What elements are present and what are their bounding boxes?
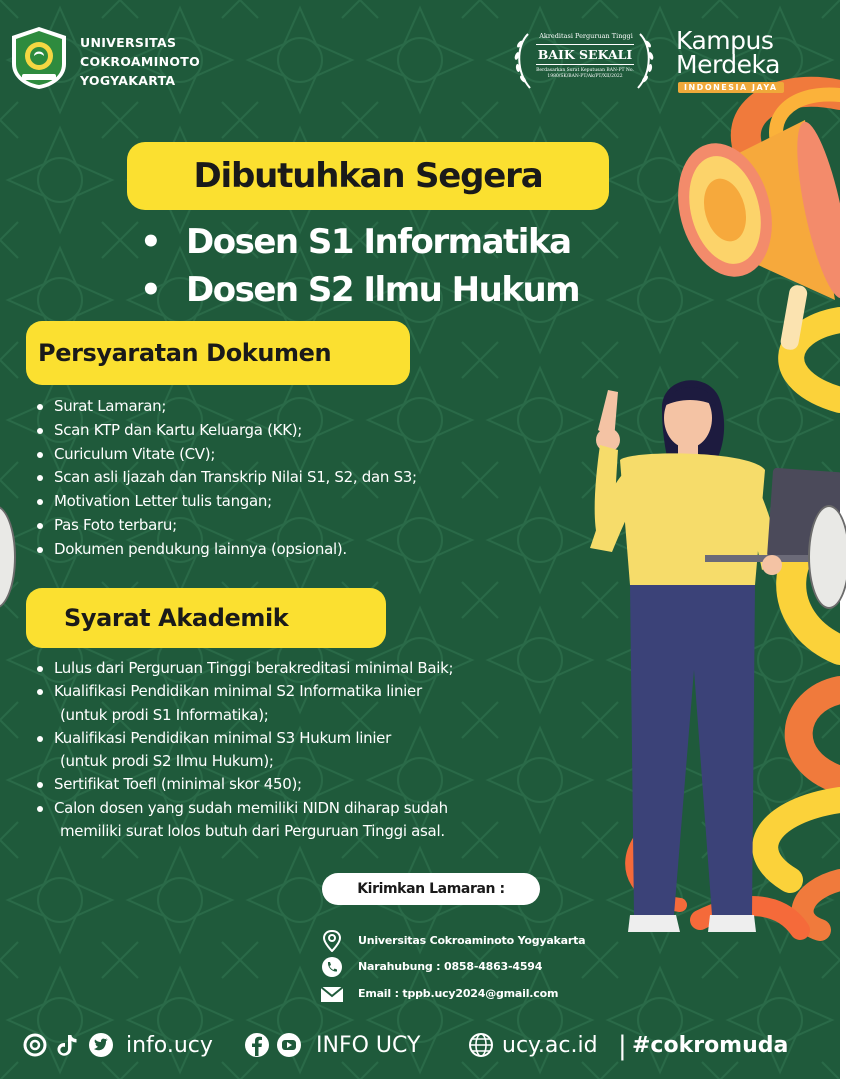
address-text: Universitas Cokroaminoto Yogyakarta [358,934,586,947]
documents-list [34,395,417,562]
university-name [80,33,200,90]
list-item: Sertifikat Toefl (minimal skor 450); [34,773,453,796]
academic-list [34,657,453,843]
phone-icon [320,956,344,978]
twitter-icon [88,1032,114,1058]
list-item: Lulus dari Perguruan Tinggi berakreditasi minimal Baik; [34,657,453,680]
facebook-icon [244,1032,270,1058]
website-link[interactable]: ucy.ac.id [502,1033,598,1058]
headline: Dibutuhkan Segera [127,142,609,210]
position-label: Dosen S1 Informatika [186,222,571,262]
university-name-line: UNIVERSITAS [80,35,177,50]
kampus-merdeka-line1: Kampus [676,26,774,55]
list-item: Motivation Letter tulis tangan; [34,490,417,514]
tiktok-icon [54,1032,80,1058]
footer-separator: | [618,1031,627,1061]
accreditation-grade: BAIK SEKALI [536,44,634,65]
kampus-merdeka-tagline: INDONESIA JAYA [678,82,784,93]
list-item: Pas Foto terbaru; [34,514,417,538]
bullet: • [140,270,161,310]
academic-heading: Syarat Akademik [26,588,386,648]
list-item: Curiculum Vitate (CV); [34,443,417,467]
list-item-continuation: (untuk prodi S1 Informatika); [60,705,269,724]
position-label: Dosen S2 Ilmu Hukum [186,270,580,310]
globe-icon [468,1032,494,1058]
list-item-continuation: (untuk prodi S2 Ilmu Hukum); [60,752,274,771]
list-item: Kualifikasi Pendidikan minimal S3 Hukum linier [34,727,453,750]
apply-label: Kirimkan Lamaran : [322,873,540,905]
accreditation-decree: Berdasarkan Surat Keputusan BAN-PT No. 1980/SK/BAN-PT/Ak/PT/XII/2022 [536,68,634,79]
facebook-youtube-handle[interactable]: INFO UCY [316,1033,421,1058]
list-item: Scan KTP dan Kartu Keluarga (KK); [34,419,417,443]
map-pin-icon [320,930,344,952]
list-item: Calon dosen yang sudah memiliki NIDN diharap sudah [34,797,453,820]
accreditation-title: Akreditasi Perguruan Tinggi [539,32,633,40]
university-name-line: COKROAMINOTO [80,54,201,69]
kampus-merdeka-line2: Merdeka [676,50,780,79]
youtube-icon [276,1032,302,1058]
documents-heading: Persyaratan Dokumen [26,321,410,385]
list-item: Kualifikasi Pendidikan minimal S2 Informatika linier [34,680,453,703]
position-item [140,266,579,314]
accreditation-badge [506,28,662,92]
carousel-next-button[interactable] [808,505,846,609]
envelope-icon [320,983,344,1005]
phone-text: Narahubung : 0858-4863-4594 [358,960,543,973]
list-item: Surat Lamaran; [34,395,417,419]
list-item: Dokumen pendukung lainnya (opsional). [34,538,417,562]
university-logo [8,26,70,90]
list-item: Scan asli Ijazah dan Transkrip Nilai S1, S2, dan S3; [34,466,417,490]
position-list [140,218,579,314]
threads-icon [22,1032,48,1058]
hashtag: #cokromuda [632,1033,789,1058]
woman-illustration [570,370,840,940]
social-handle[interactable]: info.ucy [126,1033,213,1058]
kampus-merdeka-logo [672,28,832,100]
bullet: • [140,222,161,262]
list-item-continuation: memiliki surat lolos butuh dari Perguruan Tinggi asal. [60,822,445,841]
position-item [140,218,579,266]
email-text: Email : tppb.ucy2024@gmail.com [358,987,559,1000]
university-name-line: YOGYAKARTA [80,73,176,88]
